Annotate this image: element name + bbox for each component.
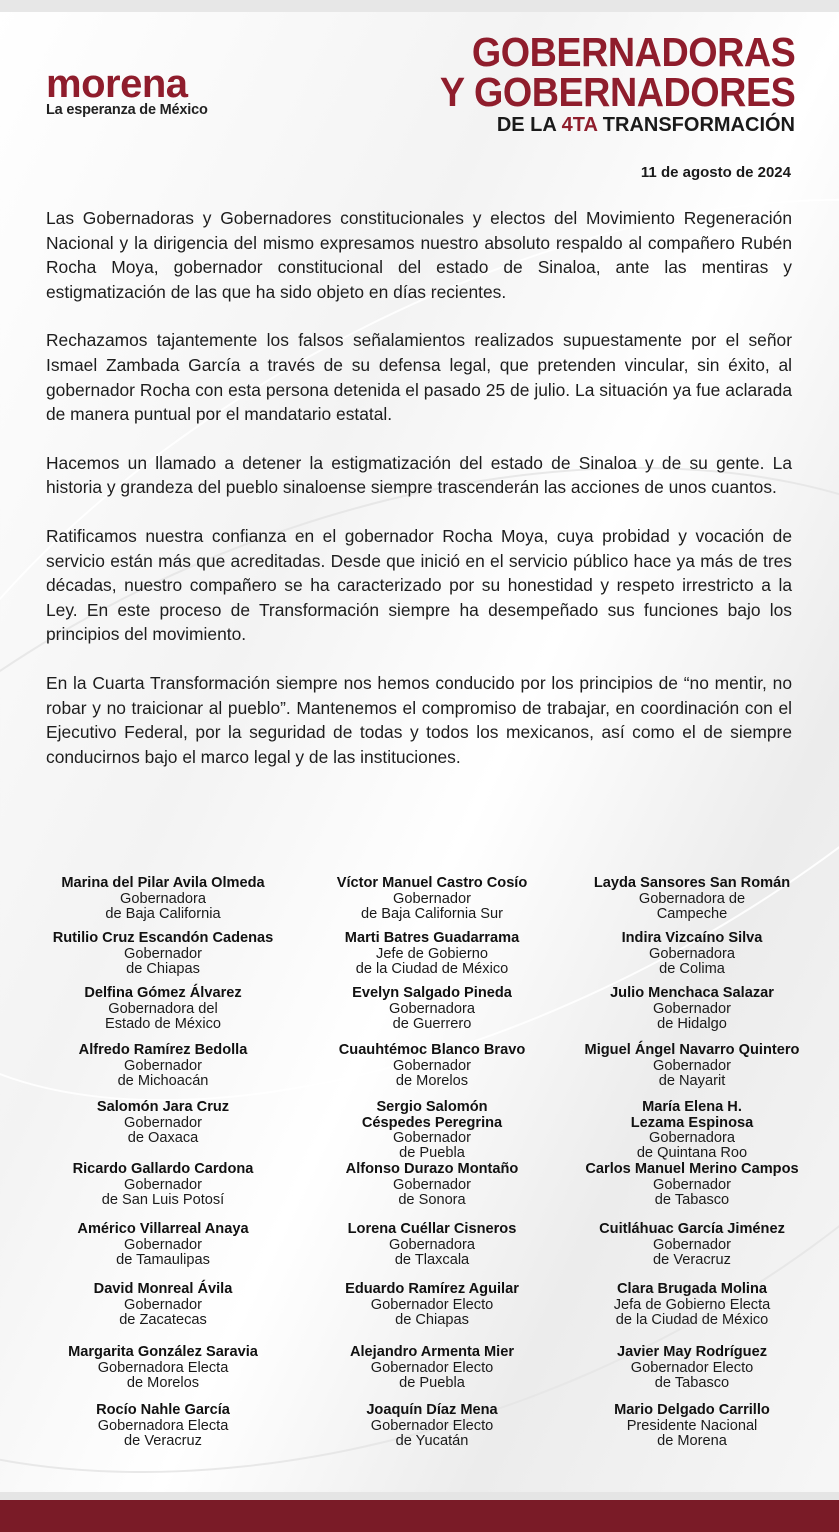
signatory-block [566, 1100, 818, 1162]
signatory-block [566, 1222, 818, 1282]
logo-slogan: La esperanza de México [46, 102, 208, 118]
signatory-state: de Tamaulipas [116, 1251, 210, 1268]
signatory-role: Gobernador [653, 1000, 731, 1017]
signatory-role: Gobernadora Electa [97, 1417, 229, 1434]
subtitle-accent: 4TA [561, 114, 598, 136]
document-title [409, 29, 795, 138]
signatory-block [28, 1282, 298, 1345]
signatory-role: Gobernadora [388, 1236, 475, 1253]
signatory-block [298, 986, 566, 1043]
paragraph-3: Hacemos un llamado a detener la estigmatización del estado de Sinaloa y de su gente. La historia y grandeza del pueblo sinaloense siempre trascenderán las acciones de unos cuantos. [46, 452, 792, 498]
signatory-state: de Yucatán [395, 1432, 469, 1449]
signatory-state: Campeche [656, 905, 728, 922]
signatory-state: de Puebla [399, 1374, 465, 1391]
signatory-name: María Elena H. [642, 1099, 742, 1115]
signatory-block [298, 1282, 566, 1345]
signatory-block [28, 1100, 298, 1162]
signatory-name: Margarita González Saravia [68, 1344, 258, 1360]
signatory-state: de Veracruz [124, 1432, 202, 1449]
signatory-state: de Guerrero [392, 1015, 472, 1032]
signatory-state: Estado de México [104, 1015, 221, 1032]
signatory-block [28, 876, 298, 931]
title-line-2: Y GOBERNADORES [439, 69, 795, 115]
signatory-state: de Baja California [105, 905, 221, 922]
signatory-role: Gobernador [393, 890, 471, 907]
signatory-role: Gobernador [124, 1114, 202, 1131]
signatory-role: Gobernador [124, 1236, 202, 1253]
signatory-role: Gobernador [124, 1296, 202, 1313]
signatory-block [28, 1162, 298, 1222]
signatory-state: de Colima [659, 960, 725, 977]
signatory-block [298, 1345, 566, 1403]
signatory-name: Cuauhtémoc Blanco Bravo [338, 1042, 526, 1058]
signatory-state: de Morena [657, 1432, 727, 1449]
signatory-role: Gobernador [653, 1057, 731, 1074]
signatory-role: Gobernador [124, 1176, 202, 1193]
signatory-state: de Veracruz [653, 1251, 731, 1268]
title-line-1: GOBERNADORAS [471, 29, 795, 75]
statement-body [46, 206, 792, 793]
signatory-role: Gobernador [124, 945, 202, 962]
signatory-state: de San Luis Potosí [101, 1191, 225, 1208]
signatory-block [298, 1403, 566, 1463]
signatory-role: Gobernadora [388, 1000, 475, 1017]
signatory-name: Julio Menchaca Salazar [610, 985, 774, 1001]
signatory-role: Gobernadora [119, 890, 206, 907]
signatory-block [566, 1345, 818, 1403]
signatory-role: Gobernador Electo [370, 1359, 494, 1376]
signatory-role: Gobernador [653, 1176, 731, 1193]
signatory-block [28, 931, 298, 986]
signatory-block [298, 1043, 566, 1100]
signatory-role: Gobernador Electo [370, 1417, 494, 1434]
subtitle-post: TRANSFORMACIÓN [597, 114, 795, 136]
signatory-block [28, 1403, 298, 1463]
signatory-name: Javier May Rodríguez [616, 1344, 768, 1360]
bottom-strip [0, 1492, 839, 1500]
signatory-state: de Sonora [398, 1191, 466, 1208]
signatory-block [566, 1282, 818, 1345]
signatory-role: Jefe de Gobierno [376, 945, 488, 962]
bottom-bar [0, 1500, 839, 1532]
signatory-name: Carlos Manuel Merino Campos [585, 1161, 799, 1177]
signatory-name: Ricardo Gallardo Cardona [72, 1161, 254, 1177]
signatory-block [566, 986, 818, 1043]
signatory-block [566, 1162, 818, 1222]
signatory-name: Marina del Pilar Avila Olmeda [61, 875, 265, 891]
signatory-role: Gobernador [393, 1057, 471, 1074]
signatory-name: Clara Brugada Molina [616, 1281, 768, 1297]
signatory-name: Céspedes Peregrina [361, 1114, 503, 1131]
signatory-role: Jefa de Gobierno Electa [613, 1296, 771, 1313]
signatory-name: Américo Villarreal Anaya [77, 1221, 249, 1237]
subtitle-pre: DE LA [496, 114, 562, 136]
signatory-name: Víctor Manuel Castro Cosío [336, 875, 528, 891]
signatory-role: Gobernador [393, 1176, 471, 1193]
signatory-role: Presidente Nacional [626, 1417, 758, 1434]
signatory-role: Gobernador Electo [370, 1296, 494, 1313]
signatory-name: Indira Vizcaíno Silva [621, 930, 763, 946]
signatory-name: Delfina Gómez Álvarez [84, 985, 242, 1001]
signatory-name: Evelyn Salgado Pineda [352, 985, 512, 1001]
signatory-state: de Nayarit [658, 1072, 726, 1089]
signatory-state: de Baja California Sur [361, 905, 503, 922]
signatory-name: Lorena Cuéllar Cisneros [347, 1221, 517, 1237]
signatory-state: de Puebla [399, 1145, 465, 1162]
signatory-block [566, 1403, 818, 1463]
morena-logo [46, 64, 208, 118]
signatory-block [298, 1222, 566, 1282]
signatory-name: Lezama Espinosa [630, 1114, 754, 1131]
signatory-state: de Chiapas [126, 960, 200, 977]
signatory-role: Gobernador [653, 1236, 731, 1253]
signatory-state: de Tabasco [654, 1374, 730, 1391]
signatory-block [28, 1222, 298, 1282]
paragraph-4: Ratificamos nuestra confianza en el gobernador Rocha Moya, cuya probidad y vocación de servicio están más que acreditadas. Desde que inició en el servicio público hace ya más de tres décadas, nuestro compañero se ha caracterizado por su honestidad y respeto irrestricto a la Ley. En este proceso de Transformación siempre ha desempeñado sus funciones bajo los principios del movimiento. [46, 525, 792, 645]
signatory-state: de Quintana Roo [636, 1145, 748, 1162]
signatory-name: Eduardo Ramírez Aguilar [345, 1281, 519, 1297]
signatory-role: Gobernadora del [108, 1000, 218, 1017]
signatory-role: Gobernadora de [638, 890, 746, 907]
signatory-block [28, 1043, 298, 1100]
signatory-block [566, 1043, 818, 1100]
title-subtitle [409, 112, 795, 138]
signatory-name: Sergio Salomón [376, 1099, 488, 1115]
paragraph-1: Las Gobernadoras y Gobernadores constitucionales y electos del Movimiento Regeneración Nacional y la dirigencia del mismo expresamos nuestro absoluto respaldo al compañero Rubén Rocha Moya, gobernador constitucional del estado de Sinaloa, ante las mentiras y estigmatización de las que ha sido objeto en días recientes. [46, 208, 792, 302]
document-date: 11 de agosto de 2024 [640, 164, 791, 181]
signatory-state: de Tlaxcala [394, 1251, 470, 1268]
signatory-name: Marti Batres Guadarrama [344, 930, 520, 946]
paragraph-2: Rechazamos tajantemente los falsos señalamientos realizados supuestamente por el señor Ismael Zambada García a través de su defensa legal, que pretenden vincular, sin éxito, al gobernador Rocha con esta persona detenida el pasado 25 de julio. La situación ya fue aclarada de manera puntual por el mandatario estatal. [46, 330, 792, 425]
signatory-role: Gobernadora Electa [97, 1359, 229, 1376]
signatory-state: de Tabasco [654, 1191, 730, 1208]
paragraph-5: En la Cuarta Transformación siempre nos hemos conducido por los principios de “no mentir, no robar y no traicionar al pueblo”. Mantenemos el compromiso de trabajar, en coordinación con el Ejecutivo Federal, por la seguridad de todas y todos los mexicanos, así como el de siempre conducirnos bajo el marco legal y de las instituciones. [46, 672, 792, 767]
signatory-block [566, 931, 818, 986]
signatory-name: Cuitláhuac García Jiménez [599, 1221, 785, 1237]
logo-wordmark: morena [46, 62, 188, 106]
signatory-block [298, 931, 566, 986]
top-frame [0, 0, 839, 12]
signatory-role: Gobernador [124, 1057, 202, 1074]
signatory-state: de la Ciudad de México [615, 1311, 769, 1328]
signatory-role: Gobernador [393, 1130, 471, 1146]
signatory-name: Alejandro Armenta Mier [349, 1344, 515, 1360]
signatory-block [298, 1162, 566, 1222]
signatory-name: Alfredo Ramírez Bedolla [78, 1042, 248, 1058]
signatory-role: Gobernadora [648, 945, 735, 962]
signatory-state: de la Ciudad de México [355, 960, 509, 977]
signatory-name: Miguel Ángel Navarro Quintero [584, 1042, 800, 1058]
signatories-grid [28, 876, 818, 1463]
signatory-name: Rocío Nahle García [96, 1402, 230, 1418]
signatory-state: de Oaxaca [127, 1129, 199, 1146]
signatory-block [28, 986, 298, 1043]
signatory-state: de Morelos [395, 1072, 469, 1089]
signatory-state: de Chiapas [395, 1311, 469, 1328]
signatory-name: Rutilio Cruz Escandón Cadenas [52, 930, 274, 946]
signatory-name: Alfonso Durazo Montaño [345, 1161, 519, 1177]
signatory-role: Gobernador Electo [630, 1359, 754, 1376]
signatory-block [298, 1100, 566, 1162]
signatory-state: de Morelos [126, 1374, 200, 1391]
signatory-state: de Hidalgo [657, 1015, 727, 1032]
signatory-name: Salomón Jara Cruz [96, 1099, 230, 1115]
signatory-block [298, 876, 566, 931]
signatory-name: Joaquín Díaz Mena [366, 1402, 498, 1418]
signatory-block [566, 876, 818, 931]
signatory-role: Gobernadora [648, 1130, 735, 1146]
signatory-block [28, 1345, 298, 1403]
signatory-state: de Michoacán [117, 1072, 209, 1089]
signatory-name: Mario Delgado Carrillo [614, 1402, 770, 1418]
signatory-name: Layda Sansores San Román [593, 875, 791, 891]
signatory-state: de Zacatecas [119, 1311, 207, 1328]
signatory-name: David Monreal Ávila [93, 1281, 233, 1297]
